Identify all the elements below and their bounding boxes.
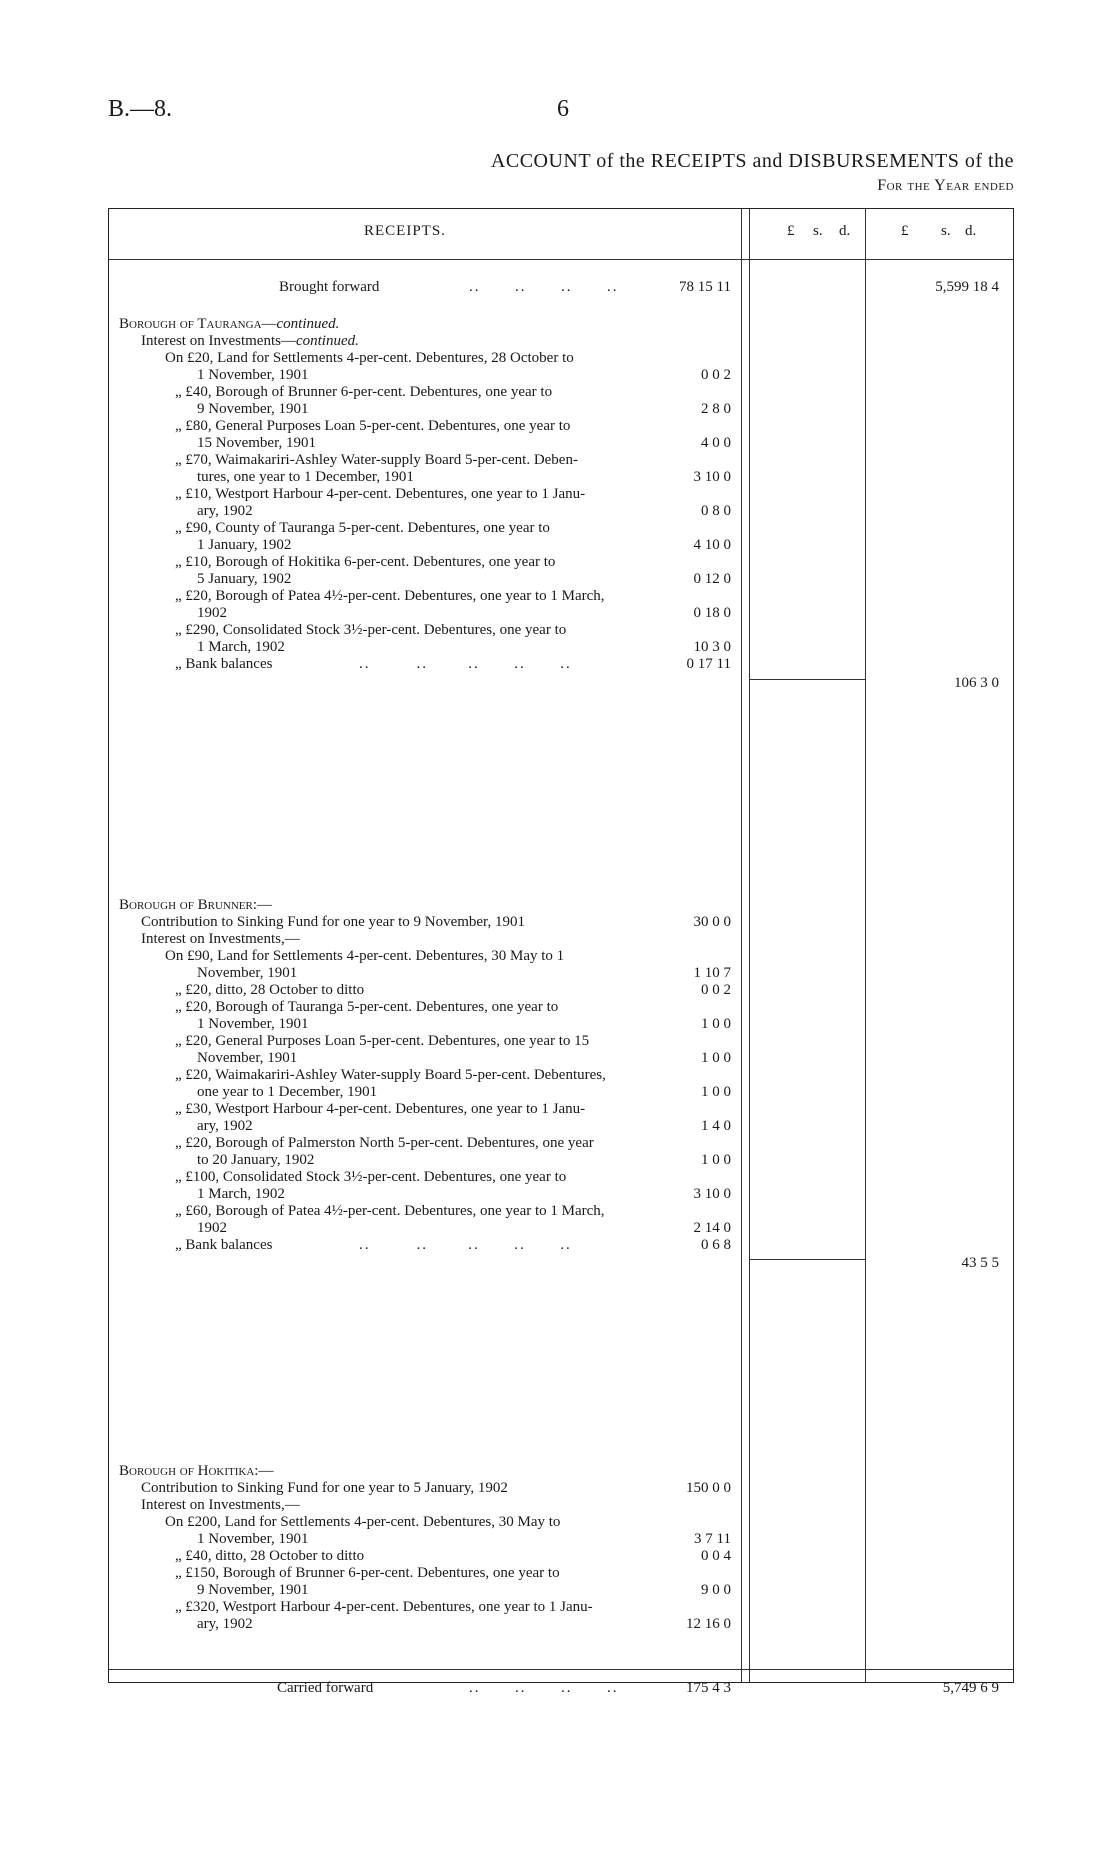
bank-balances-label: „ Bank balances [175, 1237, 273, 1253]
account-subtitle: For the Year ended [877, 177, 1014, 194]
line-item-text: „ £20, Borough of Patea 4½-per-cent. Debentures, one year to 1 March, [175, 588, 605, 604]
footer-divider [109, 1669, 1013, 1670]
line-item-amount: 0 12 0 [693, 571, 731, 587]
brought-forward-total: 5,599 18 4 [935, 279, 999, 295]
bank-balances-label: „ Bank balances [175, 656, 273, 672]
line-item-amount: 1 4 0 [701, 1118, 731, 1134]
section-total-brunner: 43 5 5 [961, 1255, 999, 1271]
column-divider [741, 209, 742, 1682]
line-item-text: On £20, Land for Settlements 4-per-cent. Debentures, 28 October to [165, 350, 574, 366]
pence-header: d. [965, 223, 977, 239]
pound-header: £ [901, 223, 909, 239]
line-item-text: „ £80, General Purposes Loan 5-per-cent. Debentures, one year to [175, 418, 571, 434]
line-item-text: 1 March, 1902 [197, 639, 285, 655]
line-item-amount: 4 0 0 [701, 435, 731, 451]
bank-balances-amount: 0 17 11 [686, 656, 731, 672]
line-item-amount: 4 10 0 [693, 537, 731, 553]
line-item-text: ary, 1902 [197, 503, 253, 519]
line-item-amount: 9 0 0 [701, 1582, 731, 1598]
line-item-text: „ £20, Waimakariri-Ashley Water-supply Board 5-per-cent. Debentures, [175, 1067, 606, 1083]
line-item-text: On £90, Land for Settlements 4-per-cent. Debentures, 30 May to 1 [165, 948, 565, 964]
leader-dots: .. .. .. .. .. [359, 656, 572, 672]
line-item-amount: 3 10 0 [693, 1186, 731, 1202]
line-item-amount: 0 8 0 [701, 503, 731, 519]
line-item-text: „ £40, Borough of Brunner 6-per-cent. Debentures, one year to [175, 384, 553, 400]
line-item-text: „ £10, Westport Harbour 4-per-cent. Debentures, one year to 1 Janu- [175, 486, 586, 502]
line-item-text: 1902 [197, 1220, 227, 1236]
line-item-text: „ £290, Consolidated Stock 3½-per-cent. Debentures, one year to [175, 622, 567, 638]
line-item-amount: 10 3 0 [693, 639, 731, 655]
line-item-amount: 2 14 0 [693, 1220, 731, 1236]
receipts-column-header: RECEIPTS. [364, 223, 446, 239]
sinking-fund-label: Contribution to Sinking Fund for one year to 5 January, 1902 [141, 1480, 508, 1496]
line-item-text: 9 November, 1901 [197, 1582, 309, 1598]
section-total-tauranga: 106 3 0 [954, 675, 999, 691]
line-item-amount: 3 10 0 [693, 469, 731, 485]
carried-forward-label: Carried forward [277, 1680, 374, 1696]
line-item-text: to 20 January, 1902 [197, 1152, 315, 1168]
shilling-header: s. [813, 223, 823, 239]
line-item-text: „ £10, Borough of Hokitika 6-per-cent. Debentures, one year to [175, 554, 556, 570]
receipts-table [108, 208, 1014, 1696]
line-item-text: 1 January, 1902 [197, 537, 292, 553]
leader-dots: .. .. .. .. [469, 279, 619, 295]
column-divider [749, 209, 750, 1682]
column-divider [865, 209, 866, 1682]
amount-column-header [749, 223, 865, 243]
line-item-amount: 2 8 0 [701, 401, 731, 417]
line-item-amount: 1 0 0 [701, 1050, 731, 1066]
line-item-text: November, 1901 [197, 965, 298, 981]
line-item-text: 1 March, 1902 [197, 1186, 285, 1202]
line-item-text: „ £20, ditto, 28 October to ditto [175, 982, 365, 998]
leader-dots: .. .. .. .. .. [359, 1237, 572, 1253]
pound-header: £ [787, 223, 795, 239]
pence-header: d. [839, 223, 851, 239]
line-item-text: „ £90, County of Tauranga 5-per-cent. Debentures, one year to [175, 520, 550, 536]
line-item-text: On £200, Land for Settlements 4-per-cent. Debentures, 30 May to [165, 1514, 561, 1530]
brought-forward-amount: 78 15 11 [679, 279, 731, 295]
line-item-amount: 0 0 2 [701, 367, 731, 383]
line-item-amount: 1 0 0 [701, 1016, 731, 1032]
line-item-text: November, 1901 [197, 1050, 298, 1066]
line-item-text: „ £20, General Purposes Loan 5-per-cent. Debentures, one year to 15 [175, 1033, 590, 1049]
line-item-text: tures, one year to 1 December, 1901 [197, 469, 414, 485]
line-item-text: 1902 [197, 605, 227, 621]
sinking-fund-amount: 150 0 0 [686, 1480, 731, 1496]
line-item-text: 9 November, 1901 [197, 401, 309, 417]
sinking-fund-label: Contribution to Sinking Fund for one year to 9 November, 1901 [141, 914, 525, 930]
brought-forward-label: Brought forward [279, 279, 380, 295]
subtotal-rule [749, 679, 865, 680]
line-item-text: 1 November, 1901 [197, 1531, 309, 1547]
interest-heading: Interest on Investments—continued. [141, 333, 359, 349]
leader-dots: .. .. .. .. [469, 1680, 619, 1696]
subtotal-rule [749, 1259, 865, 1260]
line-item-amount: 1 10 7 [693, 965, 731, 981]
bank-balances-amount: 0 6 8 [701, 1237, 731, 1253]
line-item-text: „ £60, Borough of Patea 4½-per-cent. Debentures, one year to 1 March, [175, 1203, 605, 1219]
section-heading-hokitika: Borough of Hokitika:— [119, 1463, 274, 1479]
carried-forward-amount: 175 4 3 [686, 1680, 731, 1696]
line-item-text: 1 November, 1901 [197, 1016, 309, 1032]
section-heading-brunner: Borough of Brunner:— [119, 897, 273, 913]
page-number: 6 [557, 96, 569, 122]
header-divider [109, 259, 1013, 260]
line-item-text: one year to 1 December, 1901 [197, 1084, 378, 1100]
line-item-text: „ £20, Borough of Palmerston North 5-per-cent. Debentures, one year [175, 1135, 594, 1151]
line-item-text: „ £20, Borough of Tauranga 5-per-cent. Debentures, one year to [175, 999, 559, 1015]
line-item-amount: 1 0 0 [701, 1084, 731, 1100]
section-heading-tauranga: Borough of Tauranga—continued. [119, 316, 340, 332]
account-title: ACCOUNT of the RECEIPTS and DISBURSEMENTS of the [490, 150, 1014, 172]
interest-heading: Interest on Investments,— [141, 1497, 300, 1513]
line-item-text: 5 January, 1902 [197, 571, 292, 587]
line-item-text: „ £150, Borough of Brunner 6-per-cent. Debentures, one year to [175, 1565, 560, 1581]
sinking-fund-amount: 30 0 0 [693, 914, 731, 930]
line-item-text: „ £70, Waimakariri-Ashley Water-supply Board 5-per-cent. Deben- [175, 452, 578, 468]
document-reference: B.—8. [108, 96, 173, 122]
total-column-header [865, 223, 1013, 243]
line-item-text: „ £40, ditto, 28 October to ditto [175, 1548, 365, 1564]
line-item-amount: 0 0 4 [701, 1548, 731, 1564]
shilling-header: s. [941, 223, 951, 239]
line-item-text: „ £30, Westport Harbour 4-per-cent. Debentures, one year to 1 Janu- [175, 1101, 586, 1117]
line-item-amount: 12 16 0 [686, 1616, 731, 1632]
line-item-amount: 0 18 0 [693, 605, 731, 621]
line-item-text: ary, 1902 [197, 1118, 253, 1134]
line-item-text: „ £320, Westport Harbour 4-per-cent. Debentures, one year to 1 Janu- [175, 1599, 593, 1615]
interest-heading: Interest on Investments,— [141, 931, 300, 947]
line-item-amount: 0 0 2 [701, 982, 731, 998]
line-item-amount: 1 0 0 [701, 1152, 731, 1168]
carried-forward-total: 5,749 6 9 [942, 1680, 999, 1696]
line-item-text: 1 November, 1901 [197, 367, 309, 383]
line-item-text: 15 November, 1901 [197, 435, 316, 451]
line-item-text: ary, 1902 [197, 1616, 253, 1632]
line-item-text: „ £100, Consolidated Stock 3½-per-cent. Debentures, one year to [175, 1169, 567, 1185]
line-item-amount: 3 7 11 [694, 1531, 731, 1547]
